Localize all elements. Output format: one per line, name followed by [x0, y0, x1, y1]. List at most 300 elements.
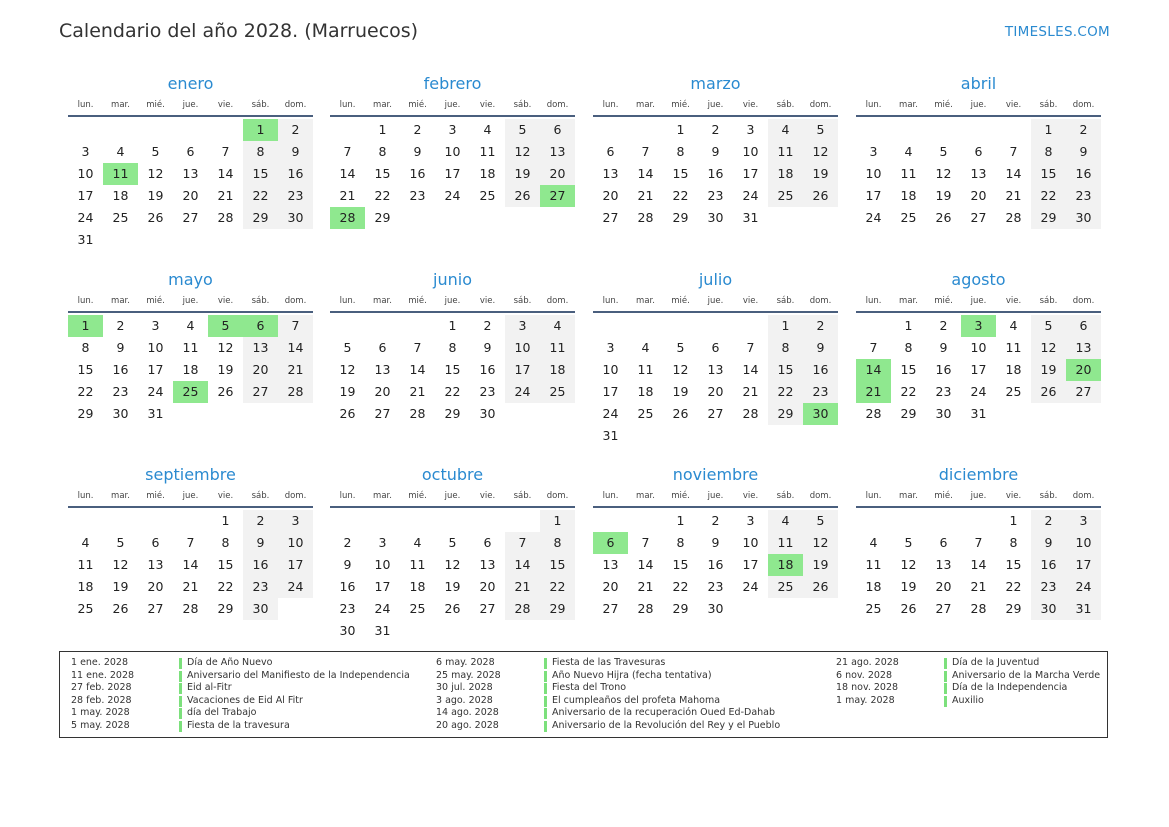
day-cell: 16 [1031, 554, 1066, 576]
day-cell: 5 [803, 510, 838, 532]
day-cell: 14 [505, 554, 540, 576]
day-cell: 22 [540, 576, 575, 598]
day-cell: 1 [448, 318, 457, 333]
day-cell: 29 [217, 601, 234, 616]
day-cell: 28 [182, 601, 199, 616]
day-cell: 13 [147, 557, 164, 572]
day-cell: 6 [151, 535, 160, 550]
weekday-label: sáb. [251, 296, 270, 306]
weekday-label: mar. [111, 296, 130, 306]
legend-holiday-name: Aniversario del Manifiesto de la Independencia [187, 669, 410, 681]
weekday-label: sáb. [513, 491, 532, 501]
day-cell: 25 [768, 576, 803, 598]
day-cell: 19 [935, 188, 952, 203]
legend-holiday-name: Fiesta de las Travesuras [552, 657, 666, 668]
weekday-label: mié. [146, 100, 165, 110]
day-cell: 8 [676, 144, 685, 159]
day-cell: 1 [540, 510, 575, 532]
holiday-day-cell: 11 [103, 163, 138, 185]
holiday-marker-icon [544, 708, 547, 719]
legend-holiday-name: Día de Año Nuevo [187, 657, 273, 668]
day-cell: 20 [479, 579, 496, 594]
holiday-marker-icon [944, 683, 947, 694]
day-cell: 30 [1031, 598, 1066, 620]
weekday-label: lun. [602, 100, 619, 110]
weekday-label: dom. [546, 100, 569, 110]
day-cell: 21 [1005, 188, 1022, 203]
day-cell: 12 [1031, 337, 1066, 359]
day-cell: 28 [637, 601, 654, 616]
day-cell: 27 [935, 601, 952, 616]
day-cell: 3 [81, 144, 90, 159]
day-cell: 20 [602, 188, 619, 203]
day-cell: 8 [243, 141, 278, 163]
day-cell: 8 [81, 340, 90, 355]
weekday-label: jue. [707, 100, 724, 110]
day-cell: 28 [505, 598, 540, 620]
day-cell: 10 [1066, 532, 1101, 554]
day-cell-empty [926, 119, 961, 141]
day-cell: 22 [243, 185, 278, 207]
day-cell: 14 [637, 557, 654, 572]
day-cell: 25 [1005, 384, 1022, 399]
day-cell: 7 [505, 532, 540, 554]
weekday-label: sáb. [776, 491, 795, 501]
day-cell: 16 [243, 554, 278, 576]
weekday-label: mar. [373, 296, 392, 306]
day-cell: 5 [939, 144, 948, 159]
weekday-label: sáb. [776, 100, 795, 110]
day-cell: 26 [444, 601, 461, 616]
weekday-label: mié. [671, 100, 690, 110]
weekday-label: mié. [408, 296, 427, 306]
day-grid [856, 315, 1101, 425]
day-grid [856, 119, 1101, 229]
weekday-header [330, 99, 575, 111]
weekday-label: jue. [970, 296, 987, 306]
day-cell: 31 [742, 210, 759, 225]
day-cell: 10 [505, 337, 540, 359]
weekday-label: mié. [408, 491, 427, 501]
day-grid [593, 315, 838, 447]
day-cell: 14 [182, 557, 199, 572]
weekday-label: mar. [636, 296, 655, 306]
weekday-label: lun. [339, 100, 356, 110]
day-cell: 26 [803, 185, 838, 207]
day-cell: 12 [339, 362, 356, 377]
day-cell: 6 [483, 535, 492, 550]
weekday-label: jue. [182, 491, 199, 501]
legend-item [436, 707, 780, 720]
legend-date: 27 feb. 2028 [71, 682, 132, 694]
day-cell: 6 [939, 535, 948, 550]
day-cell: 17 [77, 188, 94, 203]
day-cell: 12 [444, 557, 461, 572]
day-cell: 10 [374, 557, 391, 572]
day-cell: 6 [974, 144, 983, 159]
day-grid [593, 119, 838, 229]
weekday-label: dom. [284, 491, 307, 501]
legend-date: 11 ene. 2028 [71, 669, 135, 681]
legend-item [436, 682, 780, 695]
day-cell: 5 [116, 535, 125, 550]
day-cell: 20 [182, 188, 199, 203]
weekday-label: mar. [636, 491, 655, 501]
day-cell: 18 [112, 188, 129, 203]
day-cell-empty [330, 315, 365, 337]
legend-date: 21 ago. 2028 [836, 657, 899, 668]
day-cell: 14 [217, 166, 234, 181]
month-name: mayo [168, 270, 213, 289]
legend-item [71, 670, 410, 683]
weekday-label: vie. [1005, 491, 1022, 501]
day-cell: 2 [1066, 119, 1101, 141]
day-cell: 6 [711, 340, 720, 355]
month-name: junio [433, 270, 472, 289]
weekday-header [593, 295, 838, 307]
month-name: octubre [421, 465, 484, 484]
weekday-header [68, 295, 313, 307]
day-grid [330, 315, 575, 425]
day-cell: 20 [935, 579, 952, 594]
day-cell: 29 [540, 598, 575, 620]
day-cell: 15 [444, 362, 461, 377]
weekday-label: lun. [602, 296, 619, 306]
day-cell: 28 [278, 381, 313, 403]
day-cell: 17 [742, 557, 759, 572]
day-cell: 10 [147, 340, 164, 355]
day-cell: 28 [970, 601, 987, 616]
day-cell-empty [505, 510, 540, 532]
day-cell-empty [173, 510, 208, 532]
month-name: marzo [690, 74, 741, 93]
day-cell: 25 [540, 381, 575, 403]
day-cell: 17 [278, 554, 313, 576]
day-cell: 22 [672, 579, 689, 594]
holiday-day-cell: 27 [540, 185, 575, 207]
month-name: septiembre [145, 465, 236, 484]
day-cell-empty [365, 510, 400, 532]
day-cell: 23 [409, 188, 426, 203]
legend-holiday-name: Día de la Juventud [952, 657, 1040, 668]
day-cell: 21 [409, 384, 426, 399]
day-cell: 3 [448, 122, 457, 137]
day-cell: 2 [711, 122, 720, 137]
day-cell: 8 [378, 144, 387, 159]
day-cell: 31 [77, 232, 94, 247]
day-cell: 11 [900, 166, 917, 181]
month-name: diciembre [938, 465, 1019, 484]
weekday-label: jue. [970, 100, 987, 110]
day-cell: 9 [803, 337, 838, 359]
day-cell: 2 [278, 119, 313, 141]
weekday-label: vie. [217, 100, 234, 110]
holiday-marker-icon [544, 658, 547, 669]
legend-date: 14 ago. 2028 [436, 707, 499, 719]
day-cell: 24 [602, 406, 619, 421]
weekday-header [68, 490, 313, 502]
day-cell: 8 [1031, 141, 1066, 163]
legend-date: 25 may. 2028 [436, 669, 501, 681]
month-name: agosto [951, 270, 1006, 289]
day-cell: 20 [147, 579, 164, 594]
day-grid [68, 510, 313, 620]
day-cell: 13 [243, 337, 278, 359]
weekday-label: mar. [899, 100, 918, 110]
day-cell: 22 [77, 384, 94, 399]
day-cell: 10 [278, 532, 313, 554]
legend-holiday-name: Año Nuevo Hijra (fecha tentativa) [552, 669, 712, 681]
legend-item [836, 670, 1100, 683]
day-cell: 15 [243, 163, 278, 185]
weekday-label: mié. [146, 296, 165, 306]
day-cell: 30 [278, 207, 313, 229]
day-cell: 31 [970, 406, 987, 421]
day-cell: 23 [278, 185, 313, 207]
day-cell-empty [628, 119, 663, 141]
day-cell: 26 [217, 384, 234, 399]
day-cell: 11 [768, 141, 803, 163]
day-cell: 24 [742, 188, 759, 203]
day-cell: 22 [900, 384, 917, 399]
legend-date: 1 may. 2028 [836, 694, 895, 706]
day-cell: 13 [1066, 337, 1101, 359]
day-cell-empty [856, 510, 891, 532]
day-cell: 9 [483, 340, 492, 355]
day-cell: 18 [479, 166, 496, 181]
weekday-label: dom. [809, 296, 832, 306]
day-cell: 17 [444, 166, 461, 181]
holiday-marker-icon [179, 708, 182, 719]
legend-column-3 [836, 657, 1100, 707]
day-cell: 27 [479, 601, 496, 616]
day-cell: 12 [935, 166, 952, 181]
day-cell: 4 [540, 315, 575, 337]
weekday-label: dom. [1072, 296, 1095, 306]
day-cell-empty [663, 315, 698, 337]
day-cell: 15 [900, 362, 917, 377]
weekday-label: dom. [284, 100, 307, 110]
legend-holiday-name: Auxilio [952, 694, 984, 706]
day-cell: 25 [637, 406, 654, 421]
holiday-day-cell: 14 [856, 359, 891, 381]
day-cell: 30 [1066, 207, 1101, 229]
day-cell: 9 [1066, 141, 1101, 163]
day-cell: 28 [1005, 210, 1022, 225]
legend-date: 6 nov. 2028 [836, 669, 892, 681]
day-cell: 21 [339, 188, 356, 203]
day-cell: 21 [637, 579, 654, 594]
day-cell: 4 [768, 119, 803, 141]
legend-holiday-name: Eid al-Fitr [187, 682, 232, 694]
day-cell: 11 [540, 337, 575, 359]
day-cell: 11 [182, 340, 199, 355]
holiday-marker-icon [544, 671, 547, 682]
day-cell: 23 [243, 576, 278, 598]
day-cell-empty [330, 510, 365, 532]
month-divider [68, 115, 313, 117]
weekday-label: dom. [284, 296, 307, 306]
day-cell: 30 [243, 598, 278, 620]
day-cell: 31 [1066, 598, 1101, 620]
day-cell: 31 [374, 623, 391, 638]
holiday-day-cell: 30 [803, 403, 838, 425]
day-cell: 14 [742, 362, 759, 377]
weekday-label: mié. [934, 100, 953, 110]
holiday-marker-icon [179, 671, 182, 682]
month-name: abril [960, 74, 997, 93]
month-divider [593, 311, 838, 313]
legend-holiday-name: Aniversario de la Marcha Verde [952, 669, 1101, 681]
month-name: julio [698, 270, 733, 289]
legend-holiday-name: Fiesta de la travesura [187, 719, 290, 731]
day-cell: 13 [479, 557, 496, 572]
holiday-day-cell: 18 [768, 554, 803, 576]
holiday-legend [59, 651, 1108, 738]
day-cell: 3 [151, 318, 160, 333]
day-cell: 29 [1005, 601, 1022, 616]
day-cell: 15 [672, 166, 689, 181]
day-cell: 17 [602, 384, 619, 399]
legend-item [836, 657, 1100, 670]
holiday-day-cell: 25 [173, 381, 208, 403]
day-cell: 14 [278, 337, 313, 359]
day-cell: 19 [1031, 359, 1066, 381]
day-cell: 10 [970, 340, 987, 355]
day-cell-empty [400, 315, 435, 337]
holiday-marker-icon [944, 696, 947, 707]
month-divider [68, 506, 313, 508]
weekday-header [330, 295, 575, 307]
day-cell: 29 [1031, 207, 1066, 229]
weekday-label: jue. [444, 100, 461, 110]
day-cell: 8 [768, 337, 803, 359]
day-cell: 23 [112, 384, 129, 399]
day-cell: 8 [1009, 535, 1018, 550]
day-cell: 16 [803, 359, 838, 381]
weekday-label: mié. [146, 491, 165, 501]
holiday-marker-icon [179, 658, 182, 669]
day-cell: 12 [672, 362, 689, 377]
legend-date: 20 ago. 2028 [436, 719, 499, 731]
day-cell: 18 [540, 359, 575, 381]
weekday-label: lun. [77, 491, 94, 501]
day-cell: 8 [676, 535, 685, 550]
day-cell: 8 [540, 532, 575, 554]
weekday-label: mar. [636, 100, 655, 110]
day-cell: 22 [768, 381, 803, 403]
legend-item [436, 695, 780, 708]
holiday-day-cell: 20 [1066, 359, 1101, 381]
day-cell: 9 [1031, 532, 1066, 554]
day-cell: 6 [606, 144, 615, 159]
day-cell: 27 [970, 210, 987, 225]
month-name: noviembre [672, 465, 759, 484]
weekday-label: mié. [934, 491, 953, 501]
day-cell: 4 [768, 510, 803, 532]
day-cell: 14 [970, 557, 987, 572]
weekday-label: lun. [865, 296, 882, 306]
day-cell: 22 [444, 384, 461, 399]
month-divider [593, 115, 838, 117]
day-cell: 26 [505, 185, 540, 207]
day-cell: 16 [112, 362, 129, 377]
day-cell: 24 [865, 210, 882, 225]
day-cell: 15 [1031, 163, 1066, 185]
day-cell-empty [856, 315, 891, 337]
day-cell: 21 [505, 576, 540, 598]
day-cell: 9 [711, 144, 720, 159]
day-cell: 3 [746, 513, 755, 528]
day-cell: 8 [904, 340, 913, 355]
day-cell: 1 [904, 318, 913, 333]
day-cell: 30 [707, 210, 724, 225]
legend-holiday-name: Día de la Independencia [952, 682, 1068, 694]
day-cell: 11 [409, 557, 426, 572]
day-cell: 19 [112, 579, 129, 594]
day-cell: 26 [900, 601, 917, 616]
day-cell: 3 [378, 535, 387, 550]
day-cell: 11 [768, 532, 803, 554]
day-cell: 1 [676, 513, 685, 528]
day-cell: 1 [768, 315, 803, 337]
day-cell-empty [330, 119, 365, 141]
page-title: Calendario del año 2028. (Marruecos) [59, 20, 419, 42]
weekday-label: mar. [899, 491, 918, 501]
weekday-label: vie. [217, 296, 234, 306]
day-cell: 26 [935, 210, 952, 225]
day-cell: 21 [217, 188, 234, 203]
legend-holiday-name: Fiesta del Trono [552, 682, 627, 694]
legend-date: 28 feb. 2028 [71, 694, 132, 706]
weekday-label: lun. [77, 296, 94, 306]
day-cell: 15 [768, 359, 803, 381]
day-cell: 28 [865, 406, 882, 421]
day-cell: 13 [602, 166, 619, 181]
day-cell: 22 [1031, 185, 1066, 207]
day-cell: 6 [1066, 315, 1101, 337]
day-cell: 17 [505, 359, 540, 381]
day-cell: 17 [865, 188, 882, 203]
holiday-day-cell: 3 [961, 315, 996, 337]
weekday-label: vie. [479, 296, 496, 306]
month-divider [856, 311, 1101, 313]
legend-item [436, 670, 780, 683]
day-cell: 13 [970, 166, 987, 181]
day-cell: 14 [339, 166, 356, 181]
legend-item [436, 720, 780, 733]
weekday-header [856, 490, 1101, 502]
site-brand-link[interactable]: TIMESLES.COM [1004, 24, 1110, 40]
day-cell: 24 [444, 188, 461, 203]
day-cell: 1 [1031, 119, 1066, 141]
day-cell: 15 [77, 362, 94, 377]
day-cell: 5 [448, 535, 457, 550]
day-cell: 18 [637, 384, 654, 399]
day-cell: 20 [540, 163, 575, 185]
month-name: enero [167, 74, 214, 93]
holiday-marker-icon [179, 683, 182, 694]
day-cell: 24 [374, 601, 391, 616]
day-cell: 9 [243, 532, 278, 554]
day-cell-empty [593, 315, 628, 337]
day-cell: 29 [77, 406, 94, 421]
day-cell-empty [628, 510, 663, 532]
day-cell-empty [891, 510, 926, 532]
day-grid [68, 315, 313, 425]
legend-date: 1 may. 2028 [71, 707, 130, 719]
day-cell: 10 [742, 144, 759, 159]
